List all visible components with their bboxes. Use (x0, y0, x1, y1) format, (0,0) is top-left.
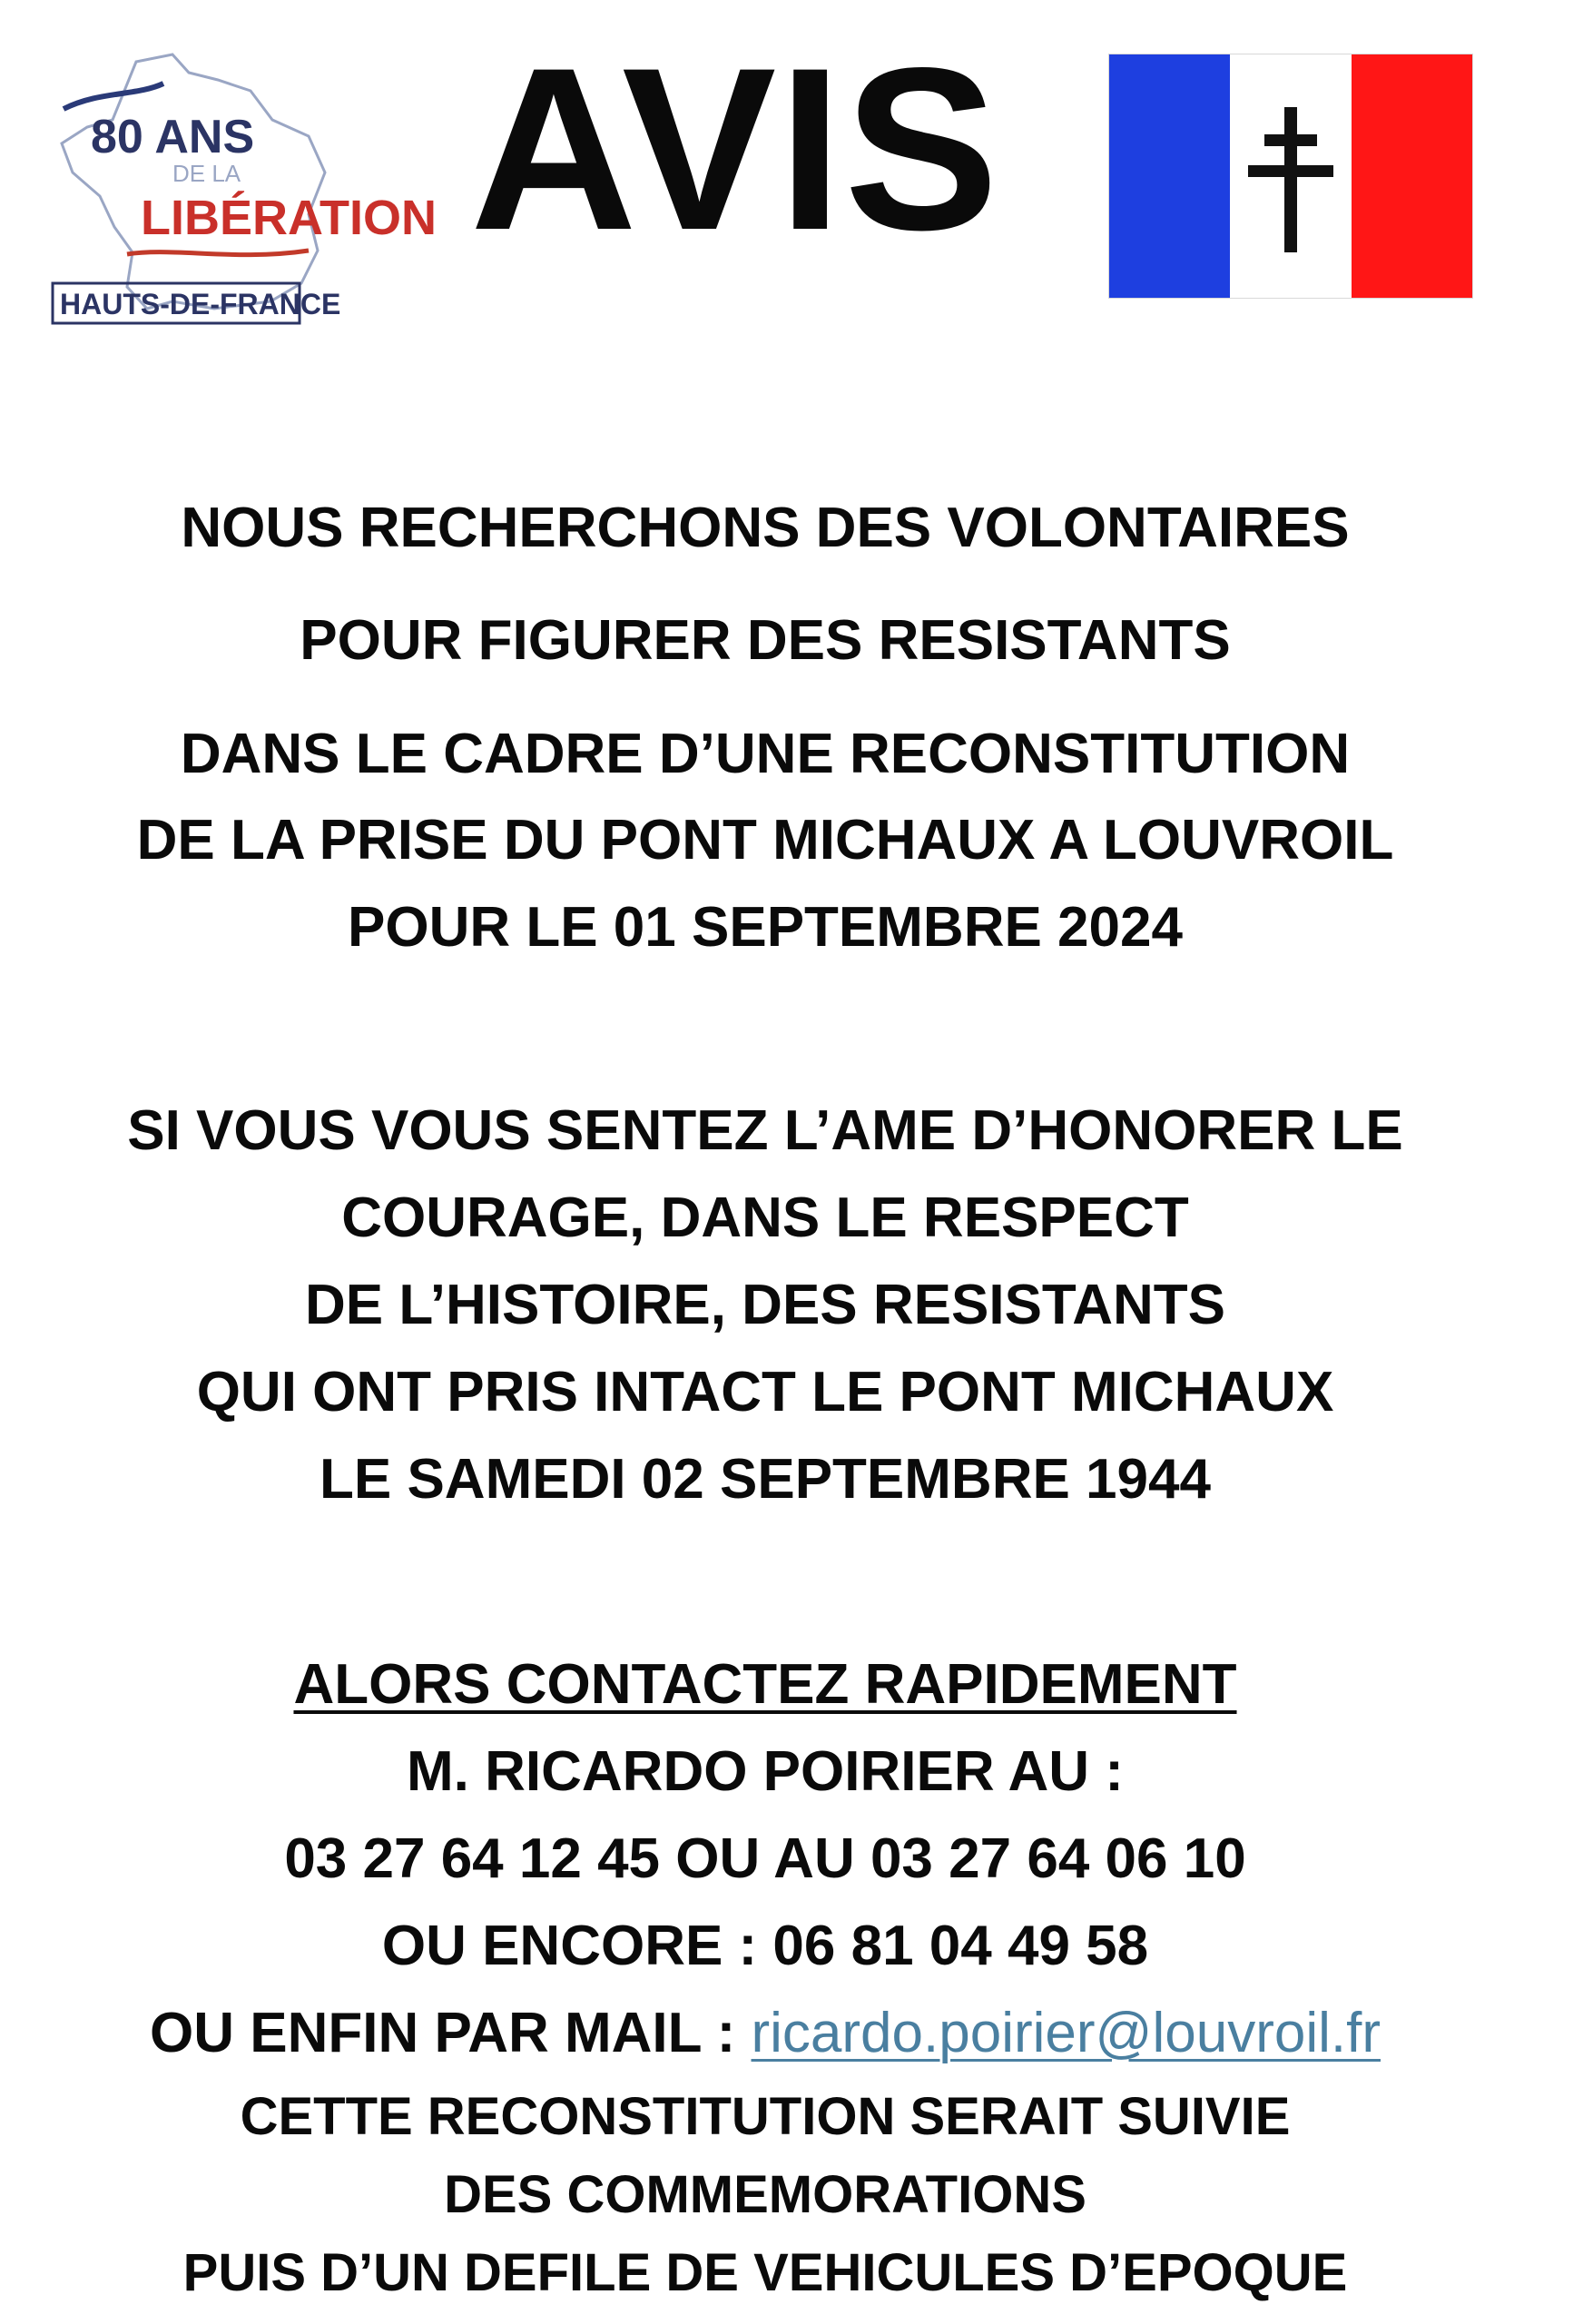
volunteers-line-1: NOUS RECHERCHONS DES VOLONTAIRES (181, 497, 1350, 559)
svg-text:80 ANS: 80 ANS (91, 111, 255, 163)
free-france-flag (1109, 54, 1472, 298)
volunteers-line-2: POUR FIGURER DES RESISTANTS (300, 609, 1231, 672)
contact-heading-text: ALORS CONTACTEZ RAPIDEMENT (293, 1653, 1237, 1716)
contact-name: M. RICARDO POIRIER AU : (407, 1740, 1124, 1803)
contact-mobile: OU ENCORE : 06 81 04 49 58 (381, 1915, 1149, 1977)
footer-line-2: DES COMMEMORATIONS (444, 2165, 1086, 2224)
honor-line-2: COURAGE, DANS LE RESPECT (341, 1187, 1189, 1249)
honor-line-3: DE L’HISTOIRE, DES RESISTANTS (305, 1274, 1225, 1336)
svg-text:DE LA: DE LA (172, 160, 241, 187)
svg-text:LIBÉRATION: LIBÉRATION (141, 191, 437, 245)
footer-line-3: PUIS D’UN DEFILE DE VEHICULES D’EPOQUE (182, 2243, 1348, 2302)
contact-heading (0, 1652, 1530, 1717)
footer-line-1: CETTE RECONSTITUTION SERAIT SUIVIE (240, 2087, 1291, 2146)
volunteers-line-3: DANS LE CADRE D’UNE RECONSTITUTION (180, 723, 1351, 785)
email-link[interactable]: ricardo.poirier@louvroil.fr (751, 2002, 1381, 2064)
honor-line-1: SI VOUS VOUS SENTEZ L’AME D’HONORER LE (127, 1099, 1403, 1162)
mail-prefix: OU ENFIN PAR MAIL : (150, 2002, 752, 2064)
volunteers-line-4: DE LA PRISE DU PONT MICHAUX A LOUVROIL (136, 809, 1394, 872)
contact-mail-row (0, 2001, 1530, 2065)
svg-text:HAUTS-DE-FRANCE: HAUTS-DE-FRANCE (60, 288, 341, 320)
page-title: AVIS (469, 20, 1001, 279)
contact-phones: 03 27 64 12 45 OU AU 03 27 64 06 10 (284, 1827, 1246, 1890)
volunteers-line-5: POUR LE 01 SEPTEMBRE 2024 (348, 896, 1183, 959)
80-ans-liberation-logo (36, 36, 437, 345)
cross-of-lorraine-icon (1109, 54, 1472, 298)
honor-line-5: LE SAMEDI 02 SEPTEMBRE 1944 (320, 1448, 1211, 1511)
honor-line-4: QUI ONT PRIS INTACT LE PONT MICHAUX (196, 1361, 1334, 1423)
